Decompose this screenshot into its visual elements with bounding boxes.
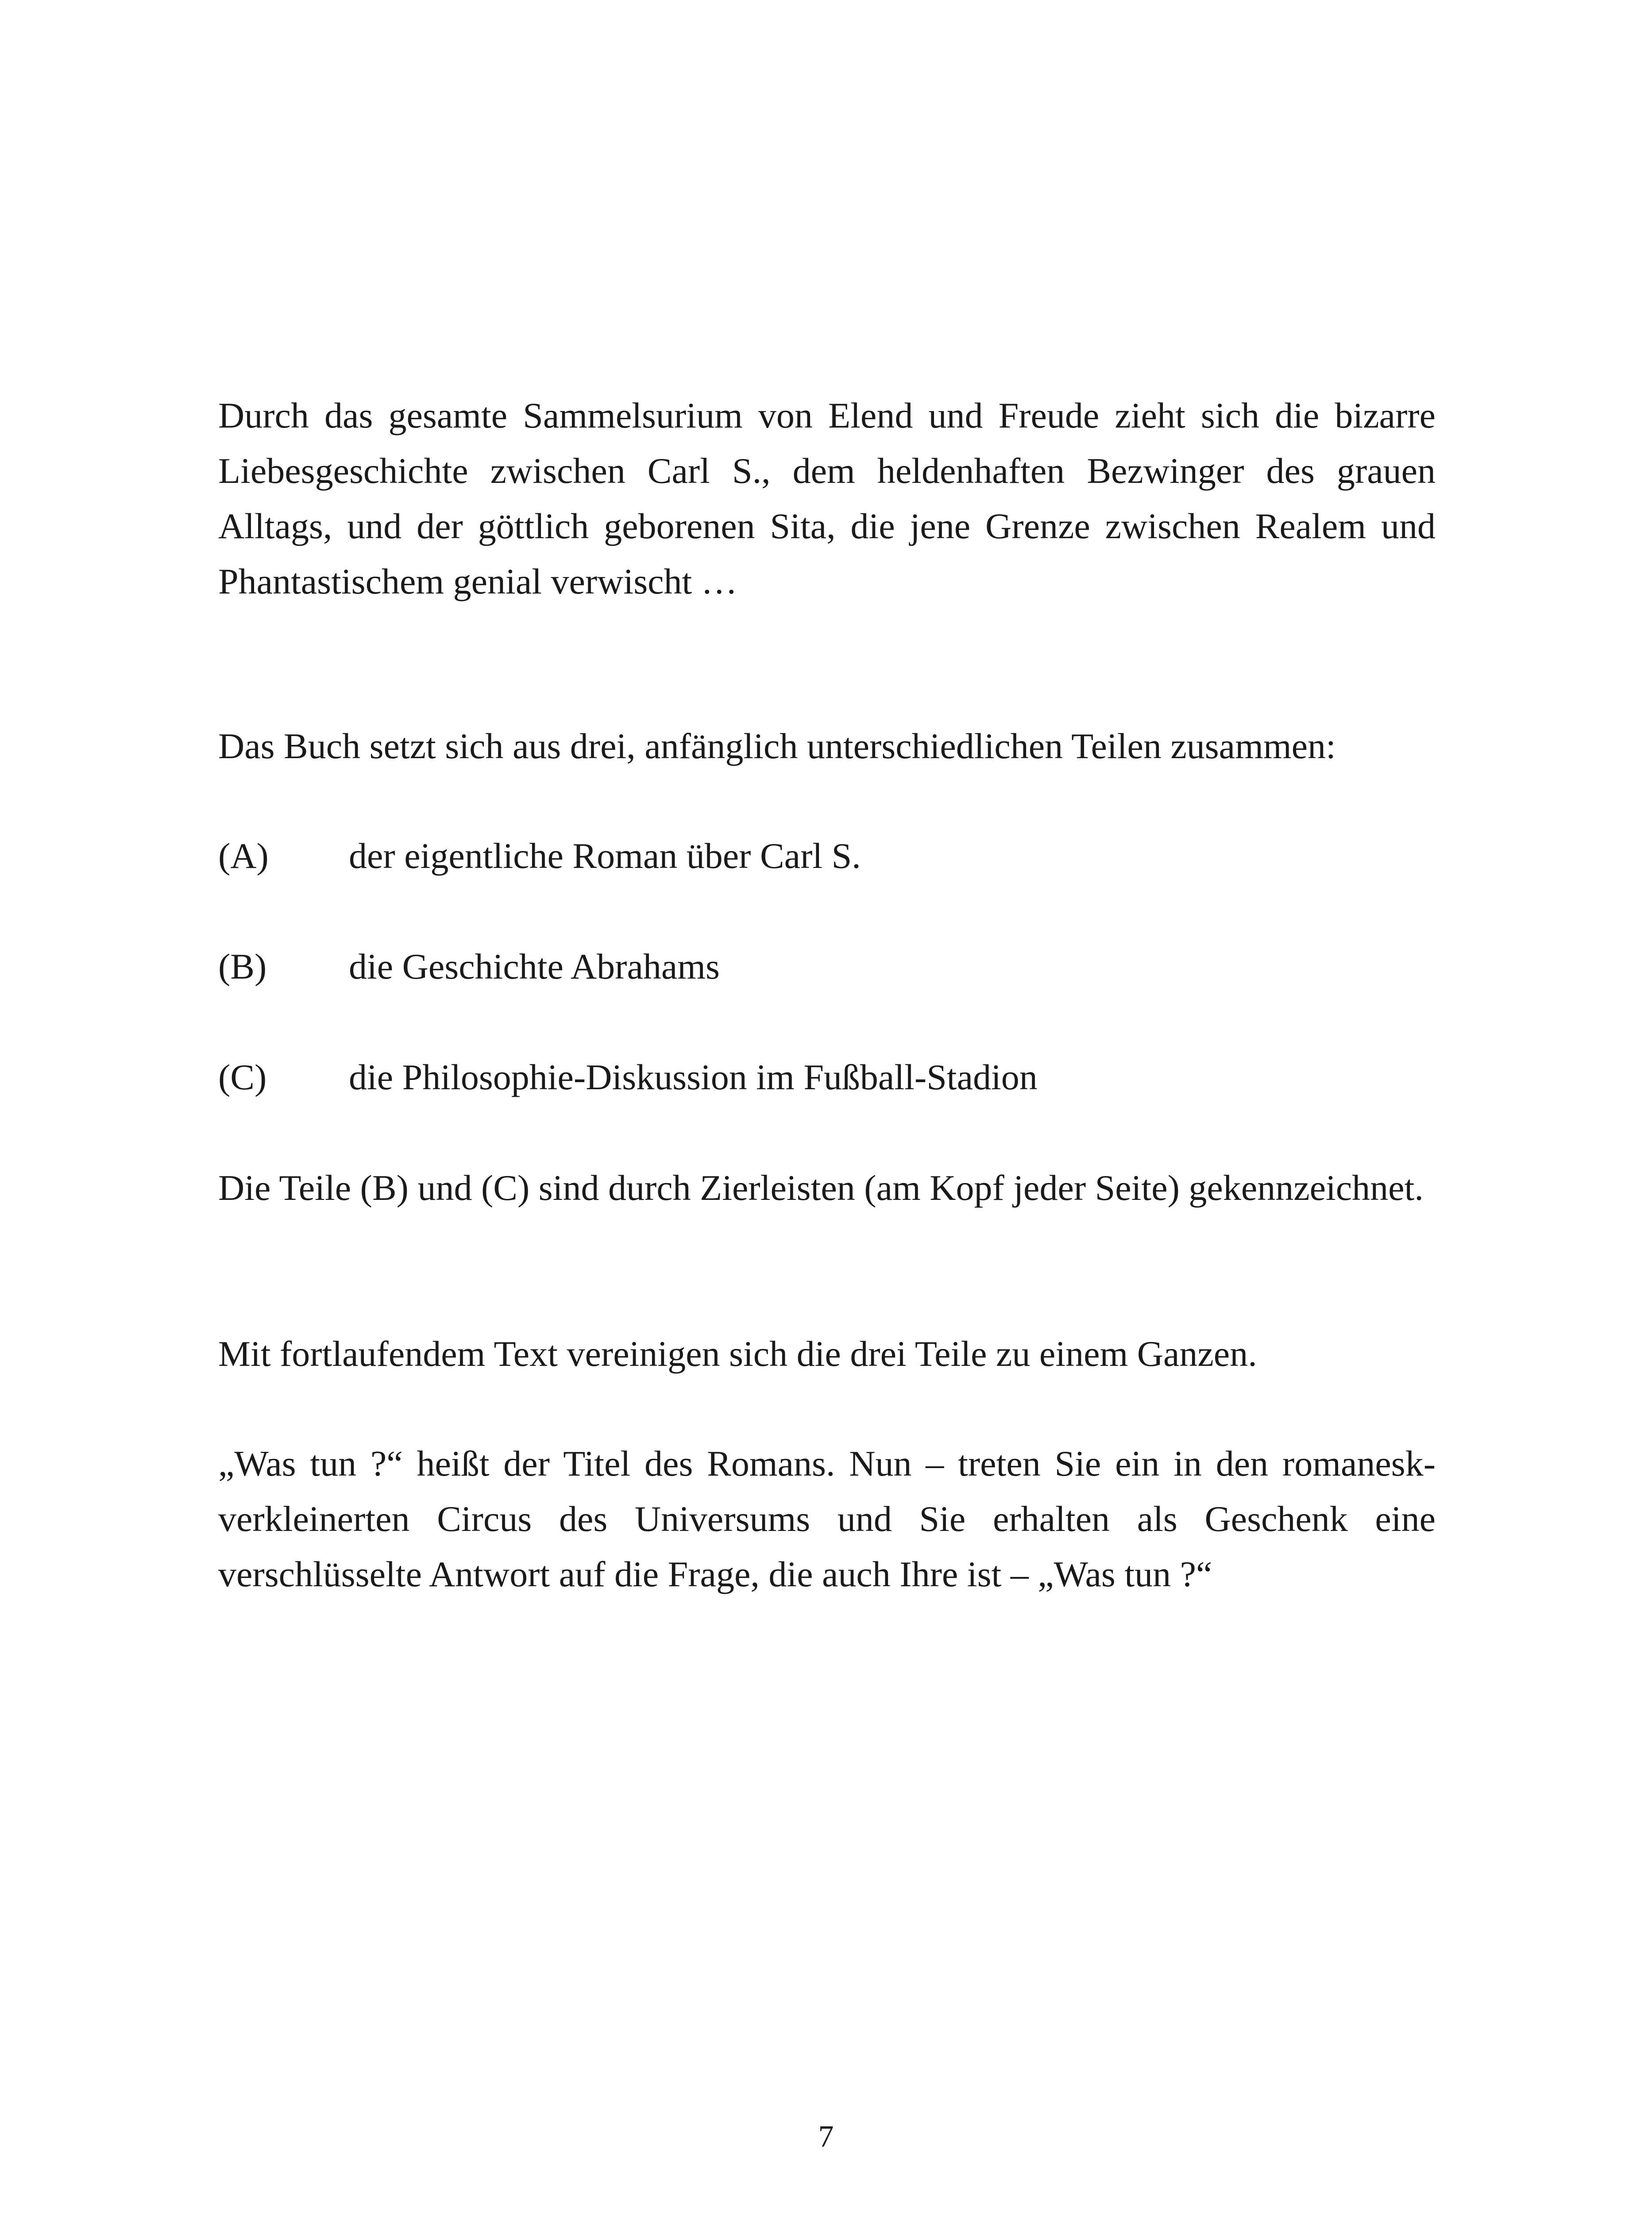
continuous-text-paragraph: Mit fortlaufendem Text vereinigen sich die drei Teile zu einem Ganzen. — [218, 1334, 1257, 1374]
list-text-b: die Geschichte Abrahams — [349, 946, 720, 987]
list-marker-a: (A) — [218, 836, 269, 876]
title-invitation-paragraph: „Was tun ?“ heißt der Titel des Romans. Nun – treten Sie ein in den romanesk-verkleinerten Circus des Universums und Sie erhalten als Geschenk eine verschlüsselte Antwort auf die Frage, die auch Ihre ist – „Was tun ?“ — [218, 1443, 1436, 1594]
list-marker-b: (B) — [218, 946, 267, 987]
parts-marked-paragraph: Die Teile (B) und (C) sind durch Zierleisten (am Kopf jeder Seite) gekennzeichnet. — [218, 1168, 1424, 1208]
intro-paragraph: Durch das gesamte Sammelsurium von Elend und Freude zieht sich die bizarre Liebesgeschichte zwischen Carl S., dem heldenhaften Bezwinger des grauen Alltags, und der göttlich geborenen Sita, die jene Grenze zwischen Realem und Phantastischem genial verwischt … — [218, 395, 1436, 601]
structure-paragraph: Das Buch setzt sich aus drei, anfänglich unterschiedlichen Teilen zusammen: — [218, 726, 1336, 766]
list-marker-c: (C) — [218, 1057, 267, 1097]
page-number: 7 — [818, 2120, 834, 2154]
list-text-c: die Philosophie-Diskussion im Fußball-Stadion — [349, 1057, 1038, 1097]
list-text-a: der eigentliche Roman über Carl S. — [349, 836, 861, 876]
